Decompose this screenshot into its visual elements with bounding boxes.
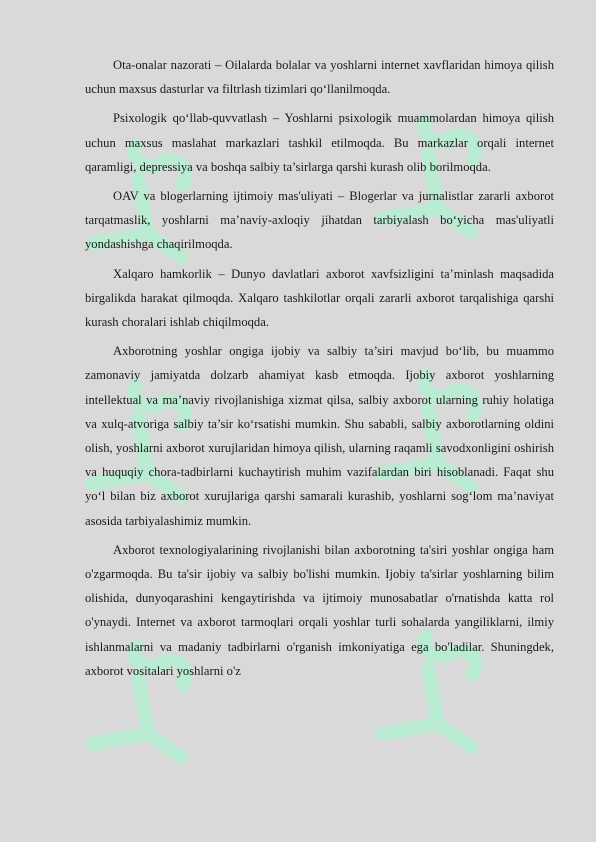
paragraph-information-technology: Axborot texnologiyalarining rivojlanishi bilan axborotning ta'siri yoshlar ongiga ham o'zgarmoqda. Bu ta'sir ijobiy va salbiy bo'lishi mumkin. Ijobiy ta'sirlar yoshlarning bilim olishida, dunyoqarashini kengaytirishda va ijtimoiy munosabatlar o'rnatishda katta rol o'ynaydi. Internet va axborot tarmoqlari orqali yoshlar turli sohalarda yangiliklarni, ilmiy ishlanmalarni va madaniy tadbirlarni o'rganish imkoniyatiga ega bo'ladilar. Shuningdek, axborot vositalari yoshlarni o'z bbox=[85, 542, 554, 678]
paragraph-information-influence: Axborotning yoshlar ongiga ijobiy va salbiy ta’siri mavjud bo‘lib, bu muammo zamonaviy jamiyatda dolzarb ahamiyat kasb etmoqda. Ijobiy axborot yoshlarning intellektual va ma’naviy rivojlanishiga xizmat qilsa, salbiy axborot ularning ruhiy holatiga va xulq-atvoriga salbiy ta’sir ko‘rsatishi mumkin. Shu sababli, salbiy axborotlarning oldini olish, yoshlarni axborot xurujlaridan himoya qilish, ularning raqamli savodxonligini oshirish va huquqiy chora-tadbirlarni kuchaytirish muhim vazifalardan biri hisoblanadi. Faqat shu yo‘l bilan biz axborot xurujlariga qarshi samarali kurashib, yoshlarni sog‘lom ma’naviyat asosida tarbiyalashimiz mumkin. bbox=[85, 344, 554, 528]
paragraph-psychological-support: Psixologik qo‘llab-quvvatlash – Yoshlarni psixologik muammolardan himoya qilish uchun maxsus maslahat markazlari tashkil etilmoqda. Bu markazlar orqali internet qaramligi, depressiya va boshqa salbiy ta’sirlarga qarshi kurash olib borilmoqda. bbox=[85, 111, 554, 174]
paragraph-parental-control: Ota-onalar nazorati – Oilalarda bolalar va yoshlarni internet xavflaridan himoya qilish uchun maxsus dasturlar va filtrlash tizimlari qo‘llanilmoqda. bbox=[85, 58, 554, 97]
paragraph-media-responsibility: OAV va blogerlarning ijtimoiy mas'uliyati – Blogerlar va jurnalistlar zararli axborot tarqatmaslik, yoshlarni ma’naviy-axloqiy jihatdan tarbiyalash bo‘yicha mas'uliyatli yondashishga chaqirilmoqda. bbox=[85, 189, 554, 252]
paragraph-international-cooperation: Xalqaro hamkorlik – Dunyo davlatlari axborot xavfsizligini ta’minlash maqsadida birgalikda harakat qilmoqda. Xalqaro tashkilotlar orqali zararli axborot tarqalishiga qarshi kurash choralari ishlab chiqilmoqda. bbox=[85, 266, 554, 330]
document-body bbox=[85, 53, 554, 688]
